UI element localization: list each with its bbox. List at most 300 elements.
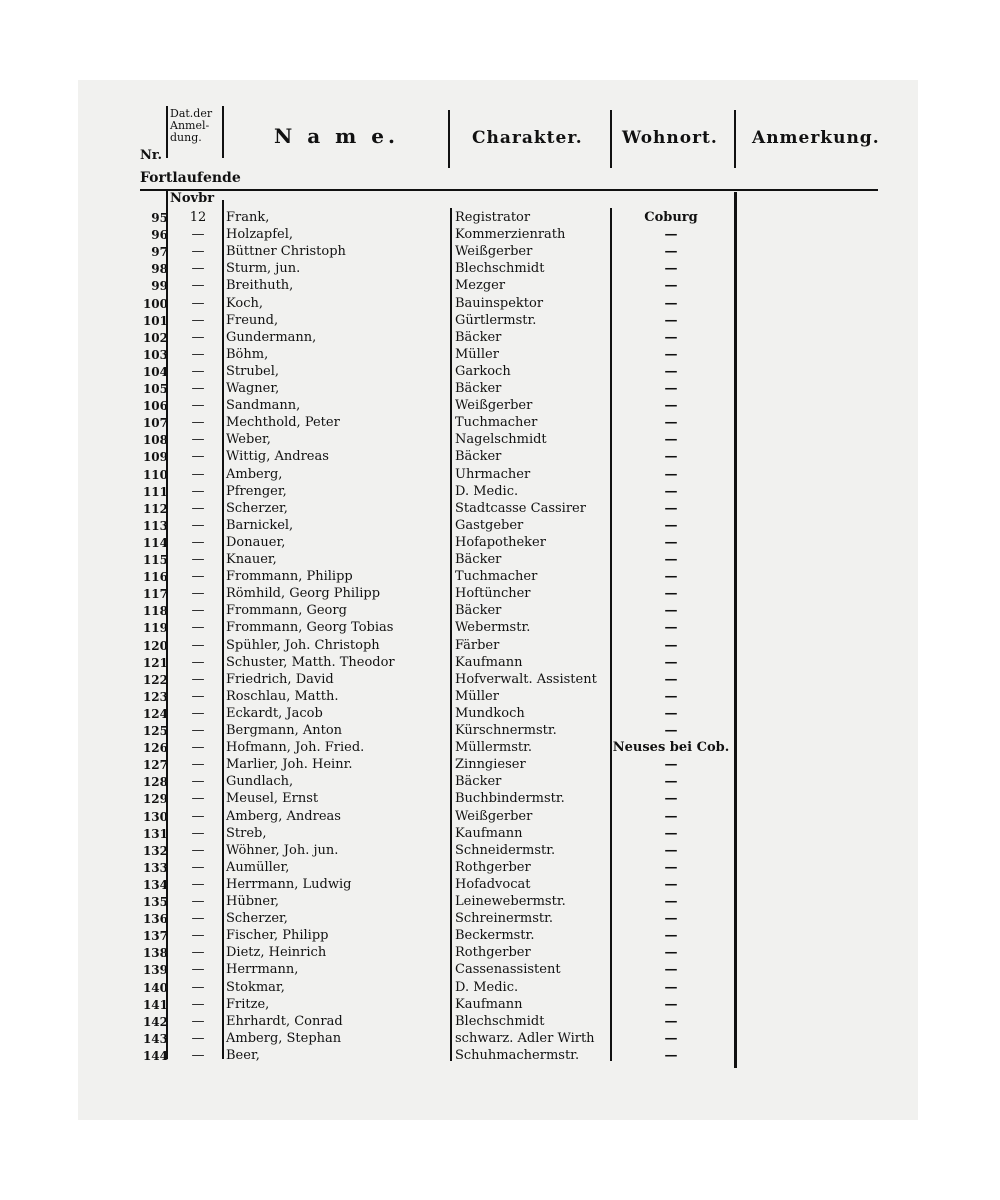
row-name: Donauer, (226, 534, 286, 550)
row-residence: Neuses bei Cob. (612, 740, 730, 756)
row-residence: — (664, 945, 678, 961)
row-number: 143 (142, 1031, 168, 1046)
row-character: Weißgerber (455, 244, 533, 260)
row-name: Strubel, (226, 363, 280, 379)
row-character: Hoftüncher (455, 586, 531, 602)
table-row (78, 860, 918, 876)
row-residence: — (664, 979, 678, 995)
table-row (78, 415, 918, 431)
table-row (78, 945, 918, 961)
row-date: — (191, 774, 205, 790)
row-date: — (191, 740, 205, 756)
table-row (78, 757, 918, 773)
row-residence: — (664, 825, 678, 841)
row-date: — (191, 894, 205, 909)
row-date: — (191, 329, 205, 345)
row-name: Ehrhardt, Conrad (226, 1013, 343, 1029)
table-row (78, 261, 918, 277)
column-header-character: Charakter. (472, 128, 583, 148)
row-number: 127 (142, 758, 168, 773)
table-row (78, 962, 918, 978)
row-character: Gastgeber (455, 517, 524, 533)
row-name: Friedrich, David (226, 671, 334, 687)
row-date: — (191, 979, 205, 995)
row-residence: — (664, 671, 678, 687)
row-number: 99 (151, 279, 168, 294)
row-character: Hofverwalt. Assistent (455, 671, 597, 687)
row-character: Kaufmann (455, 825, 523, 841)
row-date: — (191, 876, 205, 892)
row-date: — (191, 996, 205, 1012)
row-number: 133 (142, 860, 168, 875)
row-name: Amberg, Andreas (226, 808, 341, 824)
row-date: — (191, 295, 205, 311)
table-row (78, 381, 918, 397)
row-name: Böhm, (226, 346, 269, 362)
row-residence: — (664, 295, 678, 311)
row-name: Streb, (226, 825, 267, 841)
row-number: 126 (142, 741, 168, 756)
row-name: Dietz, Heinrich (226, 945, 327, 961)
row-character: Hofapotheker (455, 534, 546, 550)
row-number: 138 (142, 946, 168, 961)
column-header-residence: Wohnort. (622, 128, 718, 148)
table-row (78, 826, 918, 842)
row-residence: — (664, 894, 678, 909)
table-row (78, 894, 918, 910)
row-character: Kürschnermstr. (455, 723, 557, 738)
row-residence: — (664, 517, 678, 533)
row-residence: — (664, 534, 678, 550)
table-row (78, 723, 918, 739)
row-character: Müller (455, 688, 499, 704)
row-date: — (191, 398, 205, 414)
row-number: 111 (142, 484, 168, 499)
row-residence: — (664, 398, 678, 414)
row-number: 121 (142, 655, 168, 670)
row-character: Stadtcasse Cassirer (455, 500, 586, 516)
row-residence: — (664, 312, 678, 328)
row-name: Mechthold, Peter (226, 415, 340, 431)
table-row (78, 809, 918, 825)
table-row (78, 911, 918, 927)
row-date: — (191, 552, 205, 567)
row-name: Gundermann, (226, 329, 317, 345)
table-row (78, 997, 918, 1013)
row-residence: — (664, 500, 678, 516)
table-row (78, 569, 918, 585)
row-date: — (191, 381, 205, 396)
row-number: 107 (142, 416, 168, 431)
table-row (78, 689, 918, 705)
row-number: 128 (142, 775, 168, 790)
table-row (78, 449, 918, 465)
row-number: 142 (142, 1014, 168, 1029)
row-residence: — (664, 261, 678, 277)
table-row (78, 1031, 918, 1047)
row-name: Stokmar, (226, 979, 285, 995)
row-number: 144 (142, 1048, 168, 1063)
row-character: Bäcker (455, 329, 502, 345)
row-name: Scherzer, (226, 911, 288, 927)
table-row (78, 1014, 918, 1030)
row-residence: — (664, 859, 678, 875)
row-residence: — (664, 757, 678, 773)
row-residence: — (664, 808, 678, 824)
register-rows (78, 80, 918, 1120)
row-character: Cassenassistent (455, 962, 561, 978)
row-number: 119 (142, 621, 168, 636)
table-row (78, 467, 918, 483)
row-name: Amberg, Stephan (226, 1030, 342, 1046)
row-residence: — (664, 483, 678, 499)
row-number: 141 (142, 997, 168, 1012)
row-number: 135 (142, 895, 168, 909)
row-residence: — (664, 244, 678, 260)
row-date: — (191, 534, 205, 550)
row-name: Römhild, Georg Philipp (226, 586, 381, 602)
row-number: 134 (142, 877, 168, 892)
row-date: — (191, 346, 205, 362)
row-residence: — (664, 552, 678, 567)
row-residence: — (664, 876, 678, 892)
row-residence: — (664, 705, 678, 721)
table-row (78, 1048, 918, 1064)
row-character: Müller (455, 346, 499, 362)
row-residence: — (664, 637, 678, 653)
row-date: — (191, 569, 205, 585)
row-number: 105 (142, 382, 168, 396)
row-name: Roschlau, Matth. (226, 688, 339, 704)
row-date: — (191, 859, 205, 875)
row-residence: — (664, 1047, 678, 1063)
table-row (78, 791, 918, 807)
row-character: Uhrmacher (455, 466, 531, 482)
row-number: 95 (151, 211, 168, 225)
row-character: Bäcker (455, 603, 502, 619)
row-residence: — (664, 688, 678, 704)
row-character: Blechschmidt (455, 1013, 545, 1029)
row-residence: — (664, 996, 678, 1012)
row-name: Koch, (226, 295, 263, 311)
row-residence: — (664, 586, 678, 602)
row-number: 140 (142, 980, 168, 995)
row-name: Spühler, Joh. Christoph (226, 637, 380, 653)
row-name: Schuster, Matth. Theodor (226, 654, 395, 670)
row-name: Pfrenger, (226, 483, 287, 499)
register-page (78, 80, 918, 1120)
row-name: Fischer, Philipp (226, 928, 329, 944)
row-residence: — (664, 432, 678, 448)
table-row (78, 330, 918, 346)
row-number: 96 (151, 228, 168, 243)
row-date: — (191, 1047, 205, 1063)
row-number: 132 (142, 843, 168, 858)
row-date: — (191, 415, 205, 431)
column-header-name: N a m e. (274, 124, 399, 148)
row-number: 136 (142, 912, 168, 927)
row-number: 109 (142, 450, 168, 465)
row-name: Gundlach, (226, 774, 294, 790)
row-name: Hübner, (226, 894, 280, 909)
row-date: — (191, 500, 205, 516)
row-number: 108 (142, 433, 168, 448)
row-residence: — (664, 363, 678, 379)
table-row (78, 603, 918, 619)
row-name: Meusel, Ernst (226, 791, 319, 807)
row-residence: — (664, 449, 678, 465)
row-character: Rothgerber (455, 945, 531, 961)
row-date: — (191, 586, 205, 602)
row-date: — (191, 261, 205, 277)
row-name: Sandmann, (226, 398, 301, 414)
row-date: — (191, 620, 205, 636)
table-row (78, 638, 918, 654)
table-row (78, 740, 918, 756)
row-residence: — (664, 654, 678, 670)
row-residence: — (664, 415, 678, 431)
row-number: 103 (142, 347, 168, 362)
row-name: Marlier, Joh. Heinr. (226, 757, 353, 773)
row-date: — (191, 1013, 205, 1029)
column-header-nr: Nr. (140, 148, 163, 163)
table-row (78, 364, 918, 380)
table-row (78, 432, 918, 448)
row-character: Weißgerber (455, 398, 533, 414)
table-row (78, 586, 918, 602)
row-date: — (191, 227, 205, 243)
row-date: — (191, 928, 205, 944)
row-name: Breithuth, (226, 278, 294, 294)
row-number: 102 (142, 330, 168, 345)
row-date: — (191, 466, 205, 482)
row-number: 117 (142, 587, 168, 602)
row-date: — (191, 808, 205, 824)
row-character: Garkoch (455, 363, 511, 379)
row-name: Freund, (226, 312, 279, 328)
row-character: D. Medic. (455, 979, 519, 995)
table-row (78, 655, 918, 671)
row-name: Frommann, Philipp (226, 569, 353, 585)
row-name: Holzapfel, (226, 227, 294, 243)
row-character: Müllermstr. (455, 740, 533, 756)
row-character: Tuchmacher (455, 415, 538, 431)
row-date: — (191, 278, 205, 294)
row-name: Knauer, (226, 552, 277, 567)
row-residence: — (664, 928, 678, 944)
row-number: 137 (142, 929, 168, 944)
row-residence: — (664, 227, 678, 243)
row-date: 12 (189, 210, 207, 225)
row-character: Bäcker (455, 449, 502, 465)
row-character: Weißgerber (455, 808, 533, 824)
row-character: Blechschmidt (455, 261, 545, 277)
row-residence: — (664, 381, 678, 396)
row-name: Herrmann, Ludwig (226, 876, 352, 892)
row-name: Bergmann, Anton (226, 723, 343, 738)
row-date: — (191, 705, 205, 721)
row-character: Färber (455, 637, 500, 653)
row-character: Kommerzienrath (455, 227, 566, 243)
row-name: Büttner Christoph (226, 244, 346, 260)
row-date: — (191, 654, 205, 670)
row-character: Registrator (455, 210, 531, 225)
row-character: Hofadvocat (455, 876, 531, 892)
row-character: Gürtlermstr. (455, 312, 537, 328)
row-character: Bäcker (455, 552, 502, 567)
table-row (78, 398, 918, 414)
row-residence: — (664, 911, 678, 927)
row-character: Tuchmacher (455, 569, 538, 585)
row-date: — (191, 449, 205, 465)
row-name: Amberg, (226, 466, 283, 482)
table-row (78, 296, 918, 312)
section-label: Fortlaufende (140, 170, 241, 186)
row-character: Schreinermstr. (455, 911, 554, 927)
row-date: — (191, 603, 205, 619)
row-residence: — (664, 774, 678, 790)
row-name: Frank, (226, 210, 270, 225)
row-name: Fritze, (226, 996, 270, 1012)
month-label: Novbr (170, 191, 215, 206)
table-row (78, 313, 918, 329)
row-date: — (191, 244, 205, 260)
table-row (78, 706, 918, 722)
row-date: — (191, 757, 205, 773)
column-header-remark: Anmerkung. (752, 128, 880, 148)
row-character: Leinewebermstr. (455, 894, 566, 909)
row-number: 106 (142, 399, 168, 414)
row-name: Wagner, (226, 381, 280, 396)
table-row (78, 210, 918, 226)
row-number: 129 (142, 792, 168, 807)
row-name: Beer, (226, 1047, 260, 1063)
row-residence: Coburg (644, 210, 698, 225)
row-name: Hofmann, Joh. Fried. (226, 740, 365, 756)
row-residence: — (664, 603, 678, 619)
row-character: Bäcker (455, 774, 502, 790)
row-residence: — (664, 1013, 678, 1029)
row-residence: — (664, 962, 678, 978)
row-date: — (191, 945, 205, 961)
table-row (78, 501, 918, 517)
row-character: D. Medic. (455, 483, 519, 499)
row-number: 115 (142, 553, 168, 567)
row-date: — (191, 1030, 205, 1046)
row-name: Frommann, Georg (226, 603, 347, 619)
table-row (78, 484, 918, 500)
row-number: 101 (142, 313, 168, 328)
table-row (78, 347, 918, 363)
row-name: Weber, (226, 432, 271, 448)
row-number: 98 (151, 262, 168, 277)
table-row (78, 672, 918, 688)
table-row (78, 518, 918, 534)
row-date: — (191, 688, 205, 704)
row-residence: — (664, 278, 678, 294)
row-number: 139 (142, 963, 168, 978)
row-character: Webermstr. (455, 620, 531, 636)
row-number: 97 (151, 245, 168, 260)
row-character: Nagelschmidt (455, 432, 547, 448)
row-number: 112 (142, 501, 168, 516)
row-character: Bäcker (455, 381, 502, 396)
table-row (78, 227, 918, 243)
row-name: Frommann, Georg Tobias (226, 620, 394, 636)
row-character: Mundkoch (455, 705, 525, 721)
row-character: Rothgerber (455, 859, 531, 875)
row-number: 110 (142, 467, 168, 482)
row-character: Buchbindermstr. (455, 791, 565, 807)
row-residence: — (664, 791, 678, 807)
row-character: Zinngieser (455, 757, 526, 773)
table-row (78, 980, 918, 996)
row-residence: — (664, 329, 678, 345)
row-residence: — (664, 569, 678, 585)
row-date: — (191, 962, 205, 978)
row-number: 113 (142, 518, 168, 533)
row-date: — (191, 517, 205, 533)
row-name: Aumüller, (226, 859, 290, 875)
row-number: 104 (142, 364, 168, 379)
row-character: Beckermstr. (455, 928, 535, 944)
column-header-date: Dat.der Anmel- dung. (170, 107, 213, 144)
table-row (78, 620, 918, 636)
row-number: 131 (142, 826, 168, 841)
row-name: Sturm, jun. (226, 261, 301, 277)
row-name: Eckardt, Jacob (226, 705, 323, 721)
row-date: — (191, 825, 205, 841)
row-date: — (191, 312, 205, 328)
row-name: Wöhner, Joh. jun. (226, 842, 339, 858)
row-date: — (191, 363, 205, 379)
table-row (78, 552, 918, 568)
row-character: Kaufmann (455, 996, 523, 1012)
row-date: — (191, 637, 205, 653)
row-number: 123 (142, 689, 168, 704)
row-number: 118 (142, 604, 168, 619)
row-character: Mezger (455, 278, 506, 294)
row-number: 116 (142, 570, 168, 585)
table-row (78, 244, 918, 260)
row-residence: — (664, 346, 678, 362)
row-number: 124 (142, 706, 168, 721)
row-number: 125 (142, 724, 168, 738)
row-date: — (191, 671, 205, 687)
row-name: Scherzer, (226, 500, 288, 516)
row-character: Kaufmann (455, 654, 523, 670)
row-residence: — (664, 842, 678, 858)
row-number: 114 (142, 535, 168, 550)
table-row (78, 843, 918, 859)
row-name: Wittig, Andreas (226, 449, 329, 465)
row-number: 130 (142, 809, 168, 824)
table-row (78, 928, 918, 944)
row-number: 100 (142, 296, 168, 311)
row-number: 120 (142, 638, 168, 653)
row-residence: — (664, 1030, 678, 1046)
table-row (78, 877, 918, 893)
table-row (78, 774, 918, 790)
row-date: — (191, 723, 205, 738)
table-row (78, 535, 918, 551)
row-date: — (191, 842, 205, 858)
row-date: — (191, 483, 205, 499)
row-date: — (191, 791, 205, 807)
row-date: — (191, 432, 205, 448)
table-row (78, 278, 918, 294)
row-character: Bauinspektor (455, 295, 544, 311)
